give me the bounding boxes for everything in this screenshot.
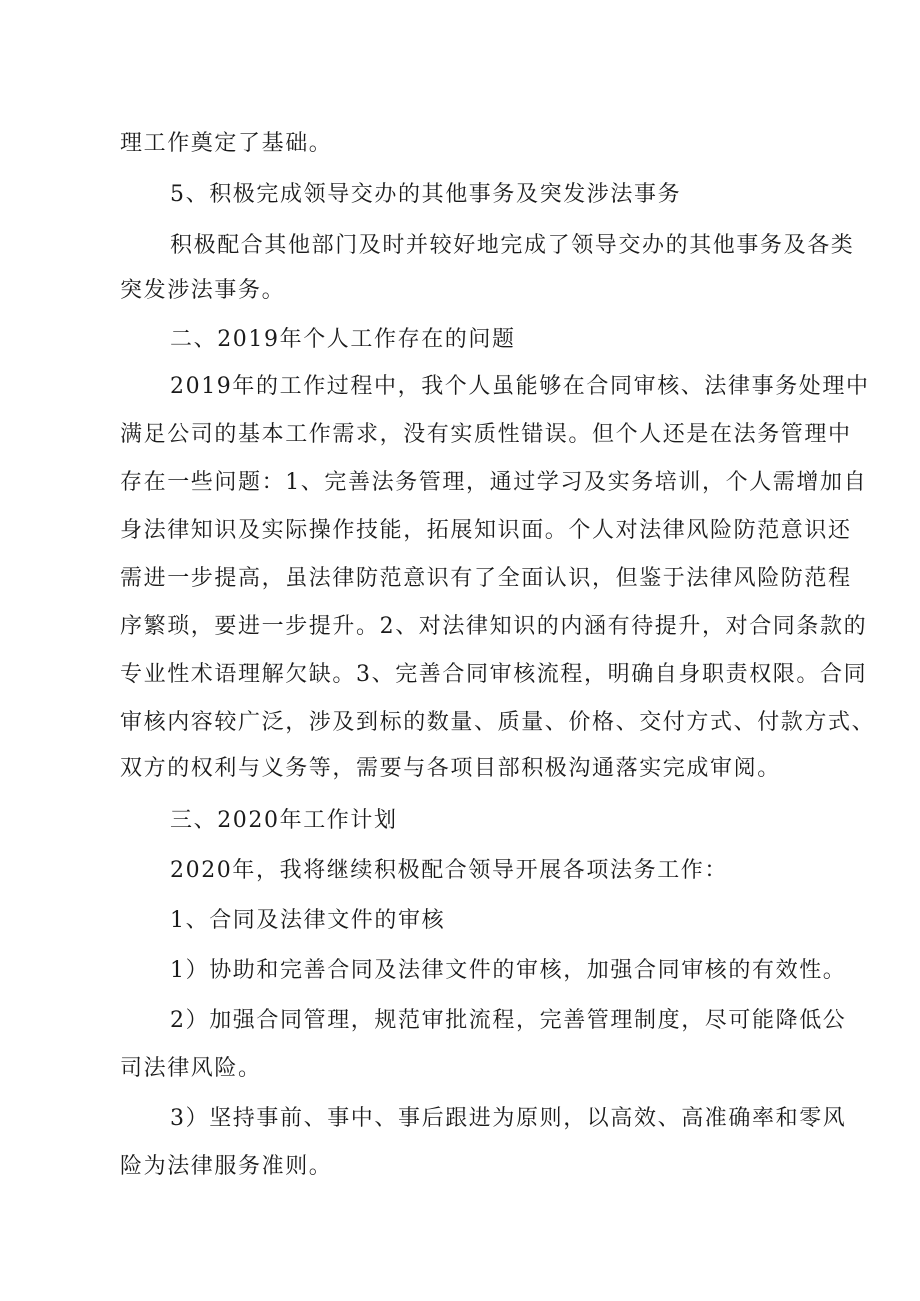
text-line: 3）坚持事前、事中、事后跟进为原则，以高效、高准确率和零风 (170, 1106, 847, 1131)
text-line: 审核内容较广泛，涉及到标的数量、质量、价格、交付方式、付款方式、 (120, 710, 876, 735)
text-line: 身法律知识及实际操作技能，拓展知识面。个人对法律风险防范意识还 (120, 518, 852, 543)
item-heading-1: 1、合同及法律文件的审核 (170, 908, 446, 933)
text-line: 司法律风险。 (120, 1056, 262, 1081)
text-line: 存在一些问题：1、完善法务管理，通过学习及实务培训，个人需增加自 (120, 470, 868, 495)
text-line: 序繁琐，要进一步提升。2、对法律知识的内涵有待提升，对合同条款的 (120, 614, 868, 639)
text-line: 理工作奠定了基础。 (120, 131, 333, 156)
text-line: 突发涉法事务。 (120, 278, 286, 303)
text-line: 专业性术语理解欠缺。3、完善合同审核流程，明确自身职责权限。合同 (120, 662, 868, 687)
text-line: 满足公司的基本工作需求，没有实质性错误。但个人还是在法务管理中 (120, 422, 852, 447)
text-line: 需进一步提高，虽法律防范意识有了全面认识，但鉴于法律风险防范程 (120, 566, 852, 591)
text-line: 险为法律服务准则。 (120, 1154, 333, 1179)
text-line: 2020年，我将继续积极配合领导开展各项法务工作： (170, 858, 728, 883)
item-heading-5: 5、积极完成领导交办的其他事务及突发涉法事务 (170, 182, 682, 207)
text-line: 2019年的工作过程中，我个人虽能够在合同审核、法律事务处理中 (170, 374, 870, 399)
text-line: 积极配合其他部门及时并较好地完成了领导交办的其他事务及各类 (170, 233, 855, 258)
section-heading-3: 三、2020年工作计划 (170, 808, 398, 833)
section-heading-2: 二、2019年个人工作存在的问题 (170, 327, 516, 352)
text-line: 2）加强合同管理，规范审批流程，完善管理制度，尽可能降低公 (170, 1008, 847, 1033)
text-line: 双方的权利与义务等，需要与各项目部积极沟通落实完成审阅。 (120, 756, 781, 781)
text-line: 1）协助和完善合同及法律文件的审核，加强合同审核的有效性。 (170, 958, 847, 983)
